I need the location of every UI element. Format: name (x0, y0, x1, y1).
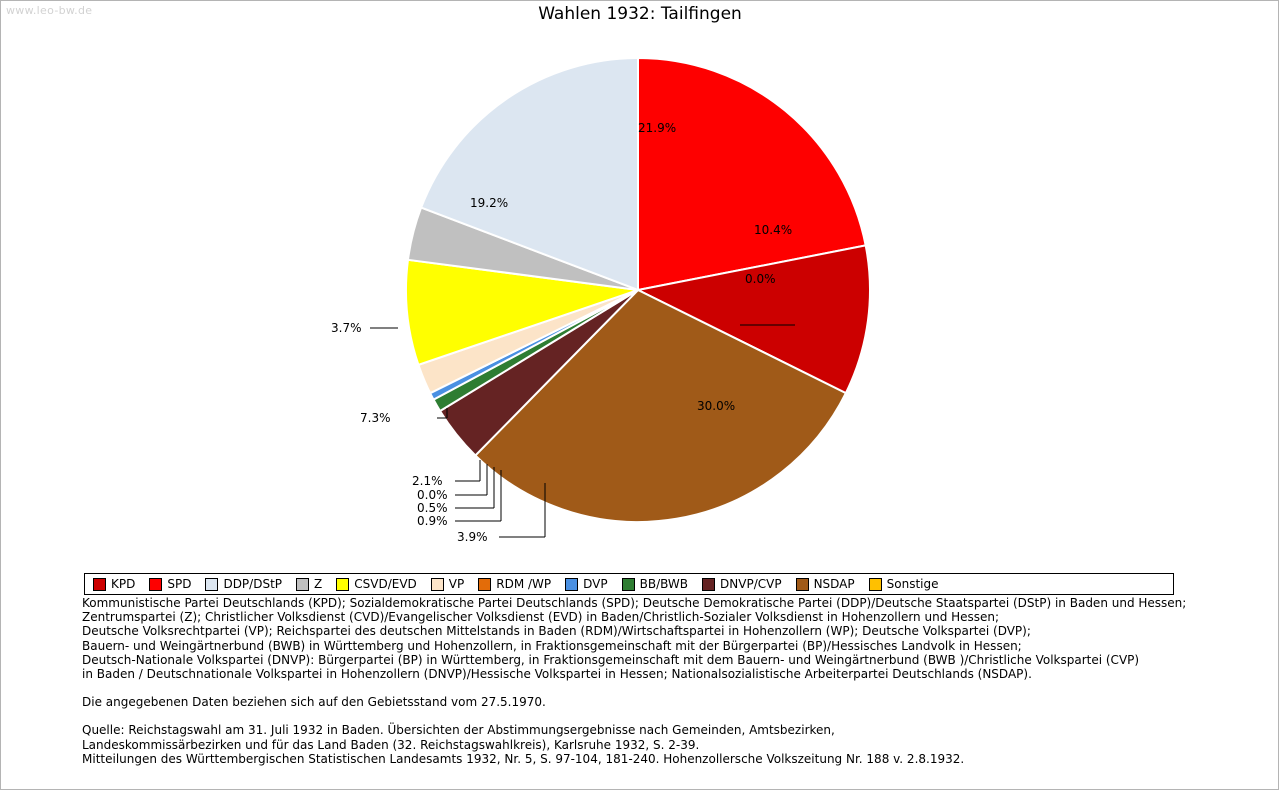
legend-swatch-icon (796, 578, 809, 591)
watermark: www.leo-bw.de (6, 4, 93, 17)
legend-label: CSVD/EVD (354, 577, 417, 591)
footnote-line: Quelle: Reichstagswahl am 31. Juli 1932 in Baden. Übersichten der Abstimmungsergebnisse nach Gemeinden, Amtsbezirken, (82, 723, 835, 738)
legend (84, 573, 1174, 595)
legend-item-spd (149, 577, 191, 591)
legend-swatch-icon (336, 578, 349, 591)
legend-label: Sonstige (886, 577, 939, 591)
legend-swatch-icon (702, 578, 715, 591)
slice-label-z: 3.7% (331, 321, 362, 335)
legend-swatch-icon (296, 578, 309, 591)
footnote-block-quelle (82, 723, 1232, 766)
legend-label: VP (448, 577, 465, 591)
slice-label-vp: 2.1% (412, 474, 443, 488)
legend-label: NSDAP (813, 577, 855, 591)
slice-label-nsdap: 30.0% (697, 399, 736, 413)
pie-chart-area (0, 40, 1280, 560)
footnote-line: Zentrumspartei (Z); Christlicher Volksdienst (CVD)/Evangelischer Volksdienst (EVD) in Baden/Christlich-Sozialer Volksdienst in Hohenzollern und Hessen; (82, 610, 1000, 625)
legend-item-ddp-dstp (205, 577, 282, 591)
footnote-line: Deutsch-Nationale Volkspartei (DNVP): Bürgerpartei (BP) in Württemberg, in Fraktionsgemeinschaft mit dem Bauern- und Weingärtnerbund (BWB )/Christliche Volkspartei (CVP) (82, 652, 1140, 667)
legend-item-rdm-wp (478, 577, 551, 591)
slice-label-dvp: 0.5% (417, 501, 448, 515)
legend-label: DVP (583, 577, 608, 591)
legend-label: Z (314, 577, 323, 591)
footnote-line: Mitteilungen des Württembergischen Statistischen Landesamts 1932, Nr. 5, S. 97-104, 181-240. Hohenzollersche Volkszeitung Nr. 188 v. 2.8.1932. (82, 751, 965, 766)
slice-label-spd: 21.9% (638, 121, 677, 135)
legend-item-dvp (565, 577, 607, 591)
legend-item-csvd-evd (336, 577, 417, 591)
slice-label-csvd: 7.3% (360, 411, 391, 425)
footnote-line: Bauern- und Weingärtnerbund (BWB) in Württemberg und Hohenzollern, in Fraktionsgemeinschaft mit der Bürgerpartei (BP)/Hessisches Landvolk in Hessen; (82, 638, 1022, 653)
footnotes (82, 596, 1232, 766)
footnote-line: Kommunistische Partei Deutschlands (KPD); Sozialdemokratische Partei Deutschlands (SPD); Deutsche Demokratische Partei (DDP)/Deutsche Staatspartei (DStP) in Baden und Hessen; (82, 596, 1187, 610)
footnote-line: in Baden / Deutschnationale Volkspartei in Hohenzollern (DNVP)/Hessische Volkspartei in Hessen; Nationalsozialistische Arbeiterpartei Deutschlands (NSDAP). (82, 667, 1032, 682)
legend-swatch-icon (478, 578, 491, 591)
footnote-line: Landeskommissärbezirken und für das Land Baden (32. Reichstagswahlkreis), Karlsruhe 1932, S. 2-39. (82, 737, 700, 752)
legend-item-sonstige (869, 577, 939, 591)
chart-title: Wahlen 1932: Tailfingen (538, 4, 742, 24)
slice-label-kpd: 10.4% (754, 223, 793, 237)
legend-swatch-icon (869, 578, 882, 591)
footnote-block-gebietsstand (82, 695, 1232, 709)
legend-label: BB/BWB (639, 577, 689, 591)
slice-label-bb: 0.9% (417, 514, 448, 528)
legend-item-vp (431, 577, 464, 591)
slice-label-sonstige: 0.0% (745, 272, 776, 286)
slice-label-dnvp: 3.9% (457, 530, 488, 544)
legend-item-bb-bwb (622, 577, 688, 591)
legend-label: DNVP/CVP (720, 577, 782, 591)
legend-label: KPD (111, 577, 136, 591)
footnote-line: Die angegebenen Daten beziehen sich auf den Gebietsstand vom 27.5.1970. (82, 695, 546, 710)
footnote-line: Deutsche Volksrechtpartei (VP); Reichspartei des deutschen Mittelstands in Baden (RDM)/Wirtschaftspartei in Hohenzollern (WP); Deutsche Volkspartei (DVP); (82, 624, 1031, 639)
legend-swatch-icon (565, 578, 578, 591)
legend-swatch-icon (93, 578, 106, 591)
legend-swatch-icon (431, 578, 444, 591)
legend-swatch-icon (149, 578, 162, 591)
slice-label-ddp: 19.2% (470, 196, 509, 210)
legend-item-kpd (93, 577, 135, 591)
legend-item-dnvp-cvp (702, 577, 782, 591)
slice-label-rdm: 0.0% (417, 488, 448, 502)
legend-swatch-icon (622, 578, 635, 591)
footnote-block-parties (82, 596, 1232, 681)
legend-item-z (296, 577, 322, 591)
legend-item-nsdap (796, 577, 855, 591)
legend-swatch-icon (205, 578, 218, 591)
legend-label: DDP/DStP (223, 577, 283, 591)
legend-label: RDM /WP (496, 577, 552, 591)
legend-label: SPD (167, 577, 192, 591)
